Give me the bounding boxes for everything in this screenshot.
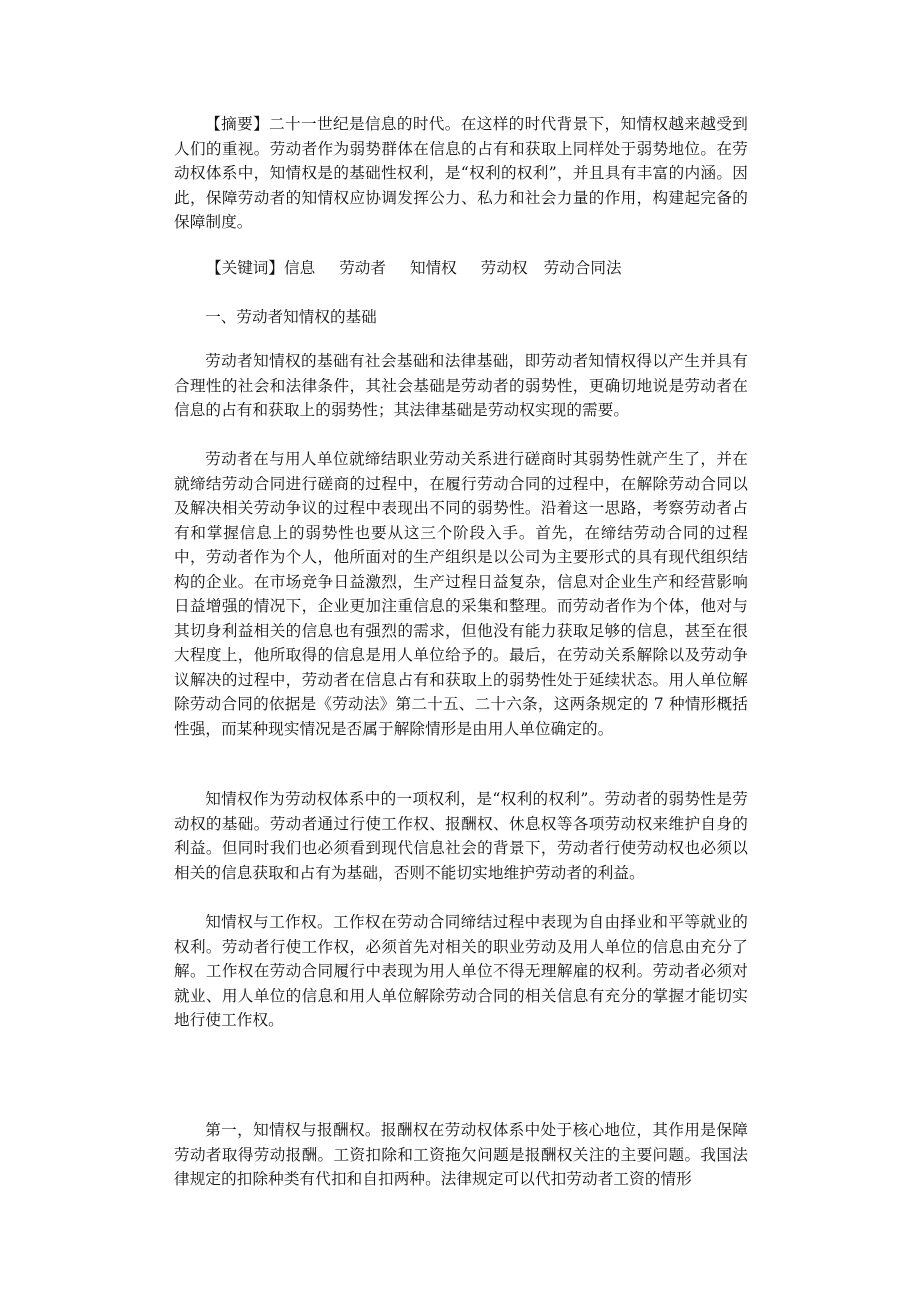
body-paragraph: 劳动者知情权的基础有社会基础和法律基础，即劳动者知情权得以产生并具有合理性的社会和法律条件，其社会基础是劳动者的弱势性，更确切地说是劳动者在信息的占有和获取上的弱势性；其法律基础是劳动权实现的需要。 xyxy=(174,352,748,419)
keyword-item: 信息 xyxy=(283,259,316,277)
keyword-item: 知情权 xyxy=(409,259,457,277)
body-paragraph: 知情权与工作权。工作权在劳动合同缔结过程中表现为自由择业和平等就业的权利。劳动者行使工作权，必须首先对相关的职业劳动及用人单位的信息由充分了解。工作权在劳动合同履行中表现为用人单位不得无理解雇的权利。劳动者必须对就业、用人单位的信息和用人单位解除劳动合同的相关信息有充分的掌握才能切实地行使工作权。 xyxy=(174,913,748,1029)
keywords-label: 【关键词】 xyxy=(206,259,284,277)
keyword-item: 劳动者 xyxy=(339,259,386,277)
keyword-item: 劳动权 xyxy=(480,259,528,277)
keywords-row xyxy=(206,256,622,281)
abstract-paragraph: 【摘要】二十一世纪是信息的时代。在这样的时代背景下，知情权越来越受到人们的重视。劳动者作为弱势群体在信息的占有和获取上同样处于弱势地位。在劳动权体系中，知情权是的基础性权利，是“权利的权利”，并且具有丰富的内涵。因此，保障劳动者的知情权应协调发挥公力、私力和社会力量的作用，构建起完备的保障制度。 xyxy=(174,115,748,231)
body-paragraph: 第一，知情权与报酬权。报酬权在劳动权体系中处于核心地位，其作用是保障劳动者取得劳动报酬。工资扣除和工资拖欠问题是报酬权关注的主要问题。我国法律规定的扣除种类有代扣和自扣两种。法律规定可以代扣劳动者工资的情形 xyxy=(174,1121,748,1188)
body-paragraph: 劳动者在与用人单位就缔结职业劳动关系进行磋商时其弱势性就产生了，并在就缔结劳动合同进行磋商的过程中，在履行劳动合同的过程中，在解除劳动合同以及解决相关劳动争议的过程中表现出不同的弱势性。沿着这一思路，考察劳动者占有和掌握信息上的弱势性也要从这三个阶段入手。首先，在缔结劳动合同的过程中，劳动者作为个人，他所面对的生产组织是以公司为主要形式的具有现代组织结构的企业。在市场竞争日益激烈，生产过程日益复杂，信息对企业生产和经营影响日益增强的情况下，企业更加注重信息的采集和整理。而劳动者作为个体，他对与其切身利益相关的信息也有强烈的需求，但他没有能力获取足够的信息，甚至在很大程度上，他所取得的信息是用人单位给予的。最后，在劳动关系解除以及劳动争议解决的过程中，劳动者在信息占有和获取上的弱势性处于延续状态。用人单位解除劳动合同的依据是《劳动法》第二十五、二十六条，这两条规定的 7 种情形概括性强，而某种现实情况是否属于解除情形是由用人单位确定的。 xyxy=(174,450,748,738)
section-heading: 一、劳动者知情权的基础 xyxy=(205,308,377,326)
keyword-item: 劳动合同法 xyxy=(543,259,622,277)
body-paragraph: 知情权作为劳动权体系中的一项权利，是“权利的权利”。劳动者的弱势性是劳动权的基础。劳动者通过行使工作权、报酬权、休息权等各项劳动权来维护自身的利益。但同时我们也必须看到现代信息社会的背景下，劳动者行使劳动权也必须以相关的信息获取和占有为基础，否则不能切实地维护劳动者的利益。 xyxy=(174,790,748,882)
